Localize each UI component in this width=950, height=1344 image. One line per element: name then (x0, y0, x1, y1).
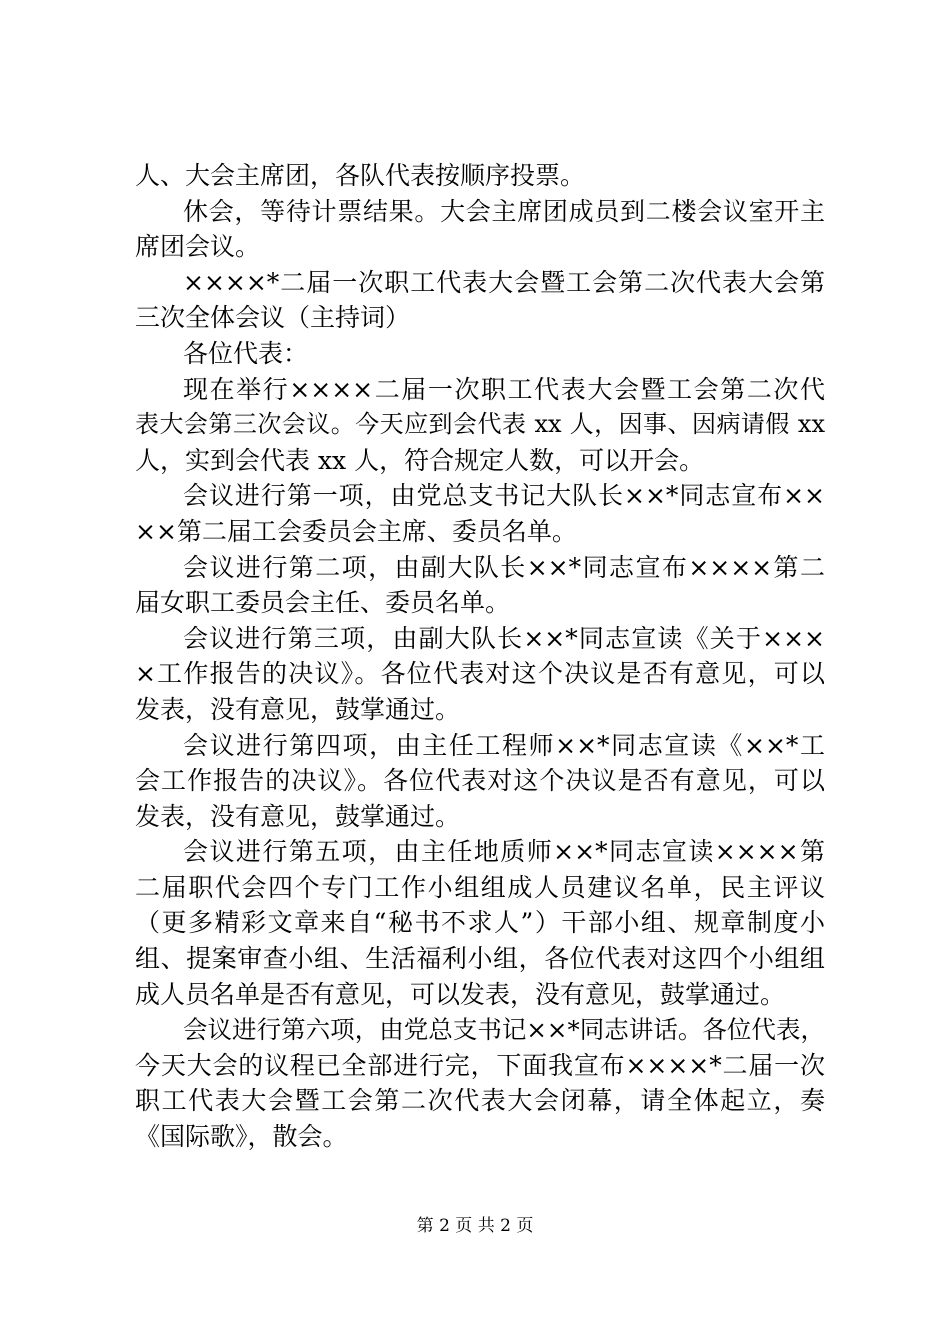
text-line: 届女职工委员会主任、委员名单。 (135, 588, 511, 618)
text-line: ××第二届工会委员会主席、委员名单。 (135, 516, 577, 546)
text-line: 职工代表大会暨工会第二次代表大会闭幕，请全体起立，奏 (135, 1086, 825, 1116)
text-line: ××××*二届一次职工代表大会暨工会第二次代表大会第 (183, 267, 825, 297)
document-body (135, 158, 825, 1155)
text-line: ×工作报告的决议》。各位代表对这个决议是否有意见，可以 (135, 659, 825, 689)
text-line: 二届职代会四个专门工作小组组成人员建议名单，民主评议 (135, 872, 825, 902)
text-line: 休会，等待计票结果。大会主席团成员到二楼会议室开主 (183, 196, 825, 226)
text-line: 现在举行××××二届一次职工代表大会暨工会第二次代 (183, 374, 825, 404)
text-line: 发表，没有意见，鼓掌通过。 (135, 801, 461, 831)
text-line: 三次全体会议（主持词） (135, 303, 411, 333)
text-line: 会议进行第四项，由主任工程师××*同志宣读《××*工 (183, 730, 825, 760)
text-line: 组、提案审查小组、生活福利小组，各位代表对这四个小组组 (135, 944, 825, 974)
text-line: 会工作报告的决议》。各位代表对这个决议是否有意见，可以 (135, 766, 825, 796)
text-line: 表大会第三次会议。今天应到会代表 xx 人，因事、因病请假 xx (135, 410, 825, 439)
text-line: 人、大会主席团，各队代表按顺序投票。 (135, 161, 586, 190)
text-line: 人，实到会代表 xx 人，符合规定人数，可以开会。 (135, 445, 705, 475)
text-line: （更多精彩文章来自“秘书不求人”）干部小组、规章制度小 (135, 908, 825, 938)
text-line: 发表，没有意见，鼓掌通过。 (135, 694, 461, 724)
text-line: 《国际歌》，散会。 (135, 1122, 348, 1152)
text-line: 席团会议。 (135, 232, 261, 262)
text-line: 成人员名单是否有意见，可以发表，没有意见，鼓掌通过。 (135, 979, 786, 1009)
text-line: 各位代表： (183, 338, 309, 368)
text-line: 会议进行第三项，由副大队长××*同志宣读《关于××× (183, 623, 825, 653)
page-footer: 第 2 页 共 2 页 (416, 1216, 534, 1236)
text-line: 会议进行第五项，由主任地质师××*同志宣读××××第 (183, 837, 825, 867)
text-line: 会议进行第一项，由党总支书记大队长××*同志宣布×× (183, 481, 825, 511)
text-line: 今天大会的议程已全部进行完，下面我宣布××××*二届一次 (135, 1050, 825, 1080)
text-line: 会议进行第二项，由副大队长××*同志宣布××××第二 (183, 552, 825, 582)
text-line: 会议进行第六项，由党总支书记××*同志讲话。各位代表， (183, 1015, 825, 1045)
